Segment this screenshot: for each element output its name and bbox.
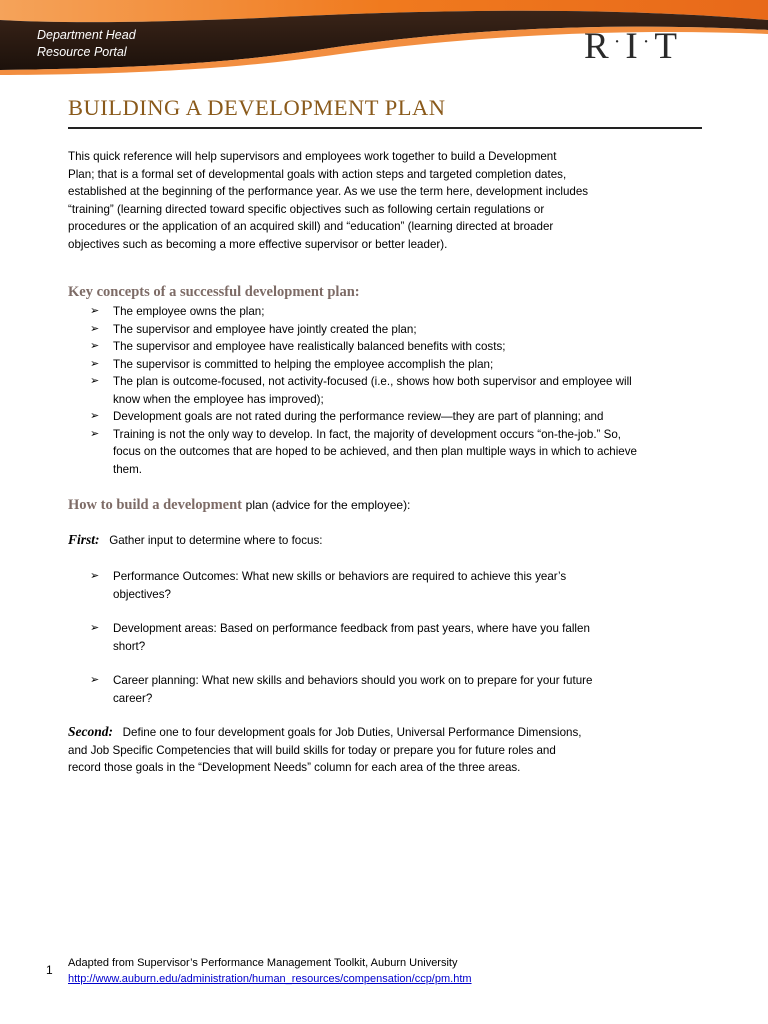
rit-logo[interactable] — [584, 21, 678, 68]
list-item — [90, 672, 700, 707]
list-item-text: career? — [113, 691, 153, 705]
list-item-text: Development goals are not rated during the performance review—they are part of planning; and — [113, 410, 604, 423]
list-item — [90, 426, 700, 479]
bullet-arrow-icon: ➢ — [90, 322, 100, 335]
intro-line: procedures or the application of an acquired skill) and “education” (learning directed at broader — [68, 220, 554, 233]
intro-line: “training” (learning directed toward specific objectives such as following certain regulations or — [68, 202, 545, 216]
bullet-arrow-icon: ➢ — [90, 340, 100, 352]
second-step-text: Define one to four development goals for Job Duties, Universal Performance Dimensions, — [122, 726, 582, 739]
first-step — [68, 531, 323, 550]
list-item — [90, 356, 700, 374]
intro-line: This quick reference will help supervisors and employees work together to build a Development — [68, 150, 557, 163]
list-item-text: Development areas: Based on performance feedback from past years, where have you fallen — [113, 622, 590, 635]
bullet-arrow-icon: ➢ — [90, 375, 100, 387]
list-item-text: Performance Outcomes: What new skills or behaviors are required to achieve this year’s — [113, 570, 567, 583]
page-title: BUILDING A DEVELOPMENT PLAN — [68, 95, 446, 120]
bullet-arrow-icon: ➢ — [90, 674, 100, 686]
list-item — [90, 373, 700, 408]
key-concepts-list — [90, 303, 700, 478]
bullet-arrow-icon: ➢ — [90, 622, 100, 634]
second-step-line: and Job Specific Competencies that will build skills for today or prepare you for future roles and — [68, 743, 556, 757]
intro-line: objectives such as becoming a more effective supervisor or better leader). — [68, 237, 448, 251]
list-item — [90, 568, 700, 603]
list-item-text: Training is not the only way to develop. In fact, the majority of development occurs “on-the-job.” So, — [113, 427, 622, 441]
first-step-list — [90, 568, 700, 724]
title-divider — [68, 127, 702, 129]
list-item — [90, 408, 700, 426]
list-item-text: The supervisor and employee have jointly created the plan; — [113, 322, 417, 336]
logo-letter: R — [584, 26, 610, 67]
footnote-source: Adapted from Supervisor’s Performance Management Toolkit, Auburn University — [68, 957, 458, 969]
list-item-text: short? — [113, 639, 146, 653]
intro-line: established at the beginning of the performance year. As we use the term here, development includes — [68, 185, 589, 198]
list-item — [90, 338, 700, 356]
bullet-arrow-icon: ➢ — [90, 305, 100, 317]
page-number: 1 — [46, 963, 53, 977]
second-step-label: Second: — [68, 724, 113, 739]
footnote — [68, 955, 472, 987]
intro-paragraph — [68, 148, 628, 253]
first-step-text: Gather input to determine where to focus: — [109, 534, 323, 547]
list-item-text: The employee owns the plan; — [113, 305, 265, 318]
logo-letter: T — [654, 26, 678, 67]
list-item-text: objectives? — [113, 587, 172, 601]
portal-name-line2: Resource Portal — [37, 45, 127, 59]
list-item — [90, 620, 700, 655]
key-concepts-heading: Key concepts of a successful development plan: — [68, 284, 360, 300]
bullet-arrow-icon: ➢ — [90, 357, 100, 370]
list-item-text: Career planning: What new skills and behaviors should you work on to prepare for your future — [113, 674, 593, 687]
first-step-label: First: — [68, 532, 100, 547]
list-item-text: The supervisor is committed to helping the employee accomplish the plan; — [113, 357, 494, 371]
list-item-text: focus on the outcomes that are hoped to be achieved, and then plan multiple ways in which to achieve — [113, 445, 637, 458]
list-item — [90, 321, 700, 339]
logo-letter: I — [625, 26, 639, 67]
portal-name[interactable] — [37, 27, 136, 61]
list-item-text: The supervisor and employee have realistically balanced benefits with costs; — [113, 340, 506, 353]
list-item-text: them. — [113, 462, 142, 476]
logo-dot: · — [613, 31, 622, 53]
how-to-heading-plain: plan (advice for the employee): — [245, 498, 411, 512]
portal-name-line1: Department Head — [37, 28, 136, 42]
bullet-arrow-icon: ➢ — [90, 570, 100, 582]
logo-dot: · — [642, 31, 651, 53]
header-banner — [0, 0, 768, 80]
bullet-arrow-icon: ➢ — [90, 427, 100, 440]
list-item-text: know when the employee has improved); — [113, 392, 324, 406]
bullet-arrow-icon: ➢ — [90, 410, 100, 422]
list-item — [90, 303, 700, 321]
list-item-text: The plan is outcome-focused, not activity-focused (i.e., shows how both supervisor and employee will — [113, 375, 632, 388]
second-step-line: record those goals in the “Development Needs” column for each area of the three areas. — [68, 761, 521, 774]
how-to-heading-serif: How to build a development — [68, 497, 243, 513]
how-to-heading — [68, 497, 410, 514]
footnote-link[interactable]: http://www.auburn.edu/administration/human_resources/compensation/ccp/pm.htm — [68, 973, 472, 985]
second-step-line — [68, 723, 582, 742]
intro-line: Plan; that is a formal set of developmental goals with action steps and targeted completion dates, — [68, 167, 567, 181]
second-step — [68, 723, 582, 777]
